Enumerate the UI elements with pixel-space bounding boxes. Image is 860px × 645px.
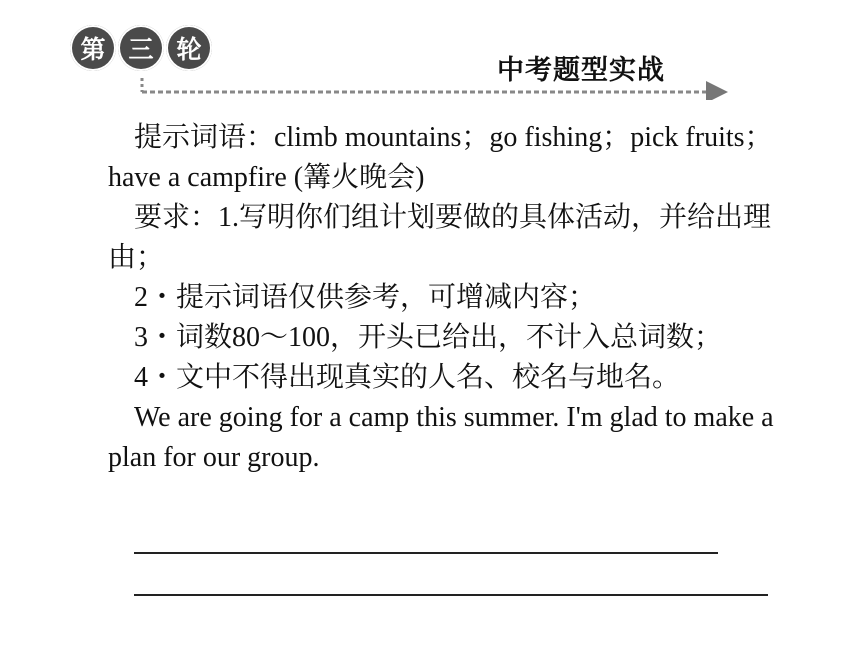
badge-char-3: 轮 (166, 25, 212, 71)
section-title: 中考题型实战 (497, 55, 665, 86)
hint-words: 提示词语：climb mountains；go fishing；pick fruits；have a campfire (篝火晚会) (108, 122, 773, 193)
answer-blank-line-2 (134, 594, 768, 596)
dashed-arrow-divider (138, 78, 728, 100)
exercise-content (108, 118, 808, 478)
requirement-2: 2・提示词语仅供参考，可增减内容； (134, 282, 597, 313)
badge-char-2: 三 (118, 25, 164, 71)
requirement-4: 4・文中不得出现真实的人名、校名与地名。 (134, 362, 681, 393)
badge-char-1: 第 (70, 25, 116, 71)
answer-blank-line-1 (134, 552, 718, 554)
round-badge (70, 25, 220, 71)
requirement-3: 3・词数80～100，开头已给出，不计入总词数； (134, 322, 723, 353)
opening-sentence: We are going for a camp this summer. I'm glad to make a plan for our group. (108, 402, 774, 473)
requirement-1: 要求：1.写明你们组计划要做的具体活动，并给出理由； (108, 202, 772, 273)
